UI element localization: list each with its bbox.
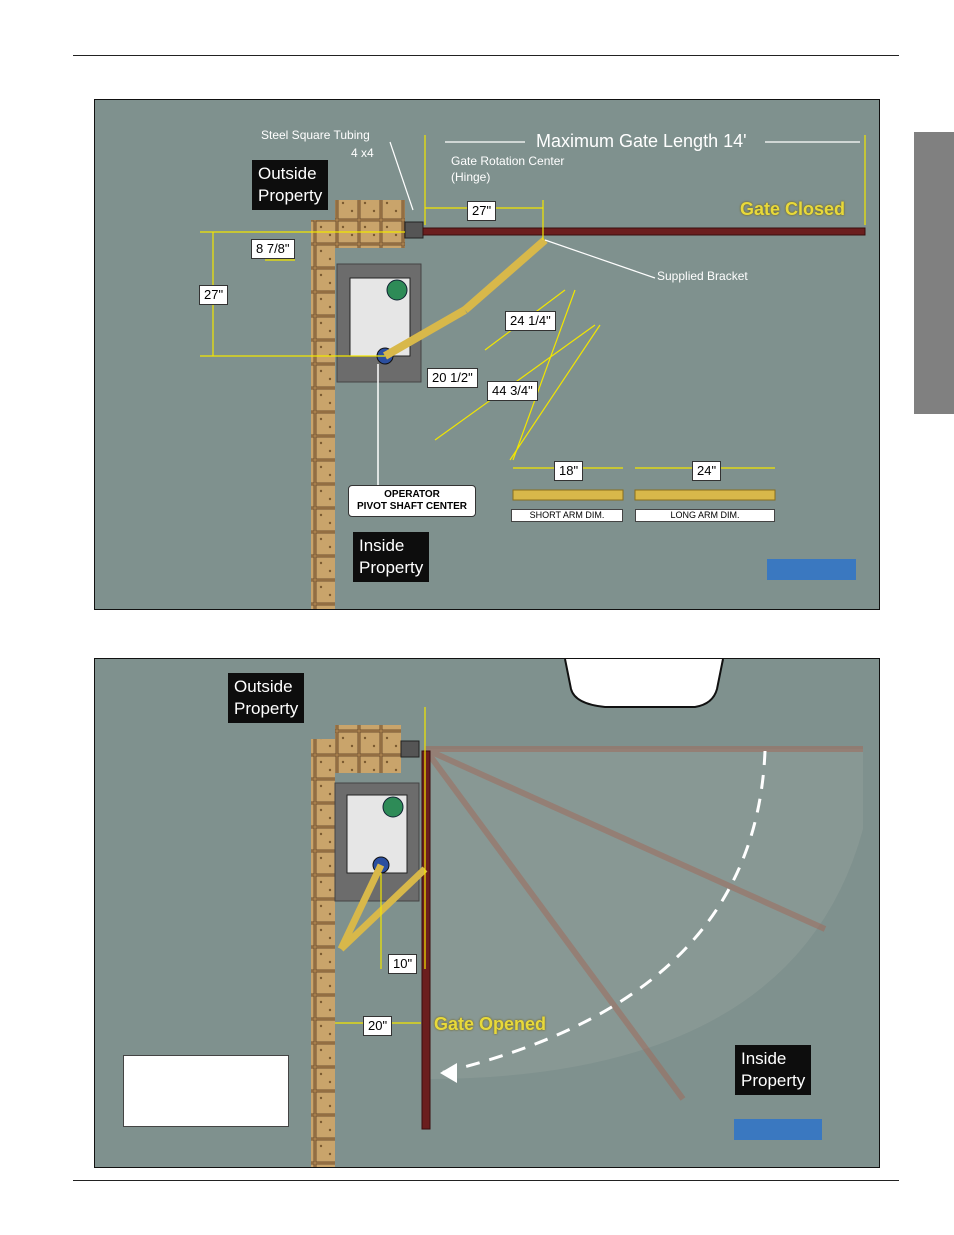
gate-bar — [422, 751, 430, 1129]
side-tab — [914, 132, 954, 414]
long-arm-caption: LONG ARM DIM. — [635, 509, 775, 522]
operator-pivot-line-1: OPERATOR — [384, 489, 440, 500]
dim-10: 10" — [388, 954, 417, 974]
dim-20: 20" — [363, 1016, 392, 1036]
bracket-pointer — [545, 240, 655, 278]
short-arm-caption: SHORT ARM DIM. — [511, 509, 623, 522]
long-arm — [465, 240, 545, 310]
dim-20-1-2: 20 1/2" — [427, 368, 478, 388]
inside-property-label: Inside Property — [735, 1045, 811, 1095]
gate-rotation-center-label-1: Gate Rotation Center — [451, 154, 565, 168]
steel-tubing — [401, 741, 419, 757]
footer-rule — [73, 1180, 899, 1181]
header-rule — [73, 55, 899, 56]
gate-bar — [423, 228, 865, 235]
brick-wall — [311, 739, 335, 1167]
gate-closed-diagram — [94, 99, 880, 610]
blank-note-box — [123, 1055, 289, 1127]
operator-pivot-line-2: PIVOT SHAFT CENTER — [357, 501, 468, 512]
brick-pillar — [335, 200, 405, 248]
tubing-pointer — [390, 142, 413, 210]
outside-property-label: Outside Property — [252, 160, 328, 210]
gate-closed-label: Gate Closed — [740, 199, 846, 219]
steel-tubing-label-1: Steel Square Tubing — [261, 128, 370, 142]
dim-long-arm: 24" — [692, 461, 721, 481]
steel-tubing — [405, 222, 423, 238]
dim-24-1-4: 24 1/4" — [505, 311, 556, 331]
figure-callout — [767, 559, 856, 580]
steel-tubing-label-2: 4 x4 — [351, 146, 374, 160]
supplied-bracket-label: Supplied Bracket — [657, 269, 748, 283]
dim-vertical-27: 27" — [199, 285, 228, 305]
short-arm-sample — [513, 490, 623, 500]
operator-gear — [383, 797, 403, 817]
brick-wall — [311, 220, 335, 609]
operator-pivot-callout — [348, 485, 476, 517]
brick-pillar — [335, 725, 401, 773]
dim-44-3-4: 44 3/4" — [487, 381, 538, 401]
inside-property-label: Inside Property — [353, 532, 429, 582]
car-outline — [565, 659, 723, 707]
gate-opened-diagram — [94, 658, 880, 1168]
outside-property-label: Outside Property — [228, 673, 304, 723]
gate-opened-label: Gate Opened — [434, 1014, 547, 1034]
dim-short-arm: 18" — [554, 461, 583, 481]
dim-hinge-to-bracket: 27" — [467, 201, 496, 221]
max-gate-length-label: Maximum Gate Length 14' — [536, 131, 747, 151]
operator-gear — [387, 280, 407, 300]
long-arm-sample — [635, 490, 775, 500]
dim-8-7-8: 8 7/8" — [251, 239, 295, 259]
gate-rotation-center-label-2: (Hinge) — [451, 170, 491, 184]
figure-callout — [734, 1119, 822, 1140]
